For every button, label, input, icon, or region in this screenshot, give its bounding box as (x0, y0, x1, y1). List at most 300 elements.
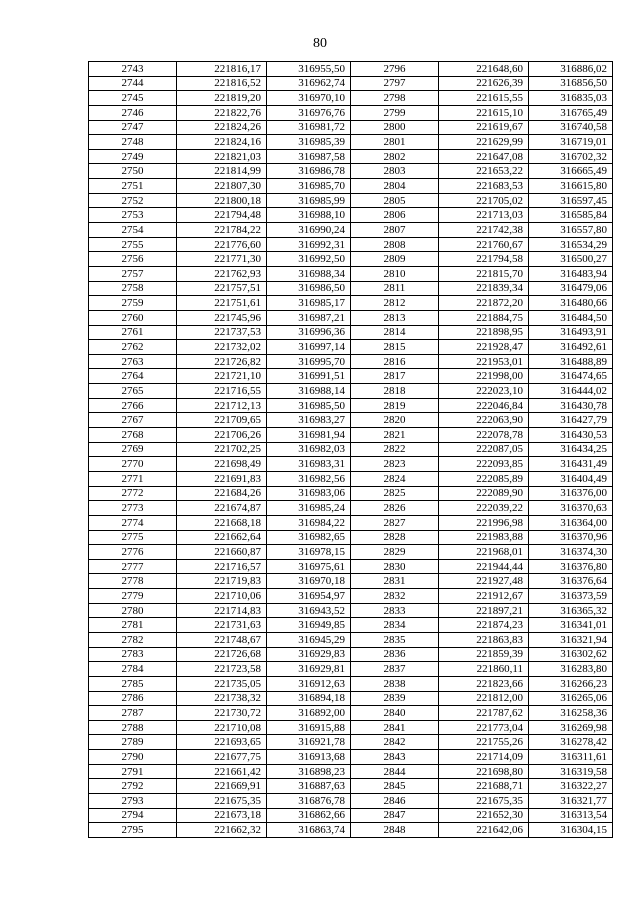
point-number-left-cell: 2752 (89, 193, 177, 208)
y-coordinate-right-cell: 316444,02 (529, 384, 613, 399)
table-row (89, 471, 613, 486)
x-coordinate-right-cell: 221642,06 (439, 823, 529, 838)
point-number-right-cell: 2829 (351, 545, 439, 560)
table-row (89, 676, 613, 691)
point-number-left-cell: 2791 (89, 764, 177, 779)
point-number-left-cell: 2757 (89, 266, 177, 281)
table-row (89, 632, 613, 647)
x-coordinate-left-cell: 221710,06 (177, 589, 267, 604)
point-number-left-cell: 2784 (89, 662, 177, 677)
x-coordinate-right-cell: 222078,78 (439, 428, 529, 443)
table-row (89, 559, 613, 574)
y-coordinate-right-cell: 316886,02 (529, 62, 613, 77)
table-row (89, 457, 613, 472)
point-number-right-cell: 2798 (351, 91, 439, 106)
x-coordinate-right-cell: 222039,22 (439, 501, 529, 516)
point-number-left-cell: 2777 (89, 559, 177, 574)
point-number-right-cell: 2820 (351, 413, 439, 428)
point-number-right-cell: 2822 (351, 442, 439, 457)
x-coordinate-left-cell: 221784,22 (177, 223, 267, 238)
y-coordinate-left-cell: 316985,24 (267, 501, 351, 516)
y-coordinate-left-cell: 316929,81 (267, 662, 351, 677)
table-row (89, 223, 613, 238)
x-coordinate-left-cell: 221716,55 (177, 384, 267, 399)
point-number-left-cell: 2751 (89, 179, 177, 194)
x-coordinate-right-cell: 221652,30 (439, 808, 529, 823)
point-number-left-cell: 2771 (89, 471, 177, 486)
y-coordinate-left-cell: 316921,78 (267, 735, 351, 750)
x-coordinate-left-cell: 221709,65 (177, 413, 267, 428)
point-number-right-cell: 2801 (351, 135, 439, 150)
point-number-right-cell: 2847 (351, 808, 439, 823)
y-coordinate-left-cell: 316915,88 (267, 720, 351, 735)
point-number-left-cell: 2773 (89, 501, 177, 516)
y-coordinate-left-cell: 316988,14 (267, 384, 351, 399)
y-coordinate-right-cell: 316313,54 (529, 808, 613, 823)
point-number-left-cell: 2746 (89, 105, 177, 120)
x-coordinate-left-cell: 221677,75 (177, 750, 267, 765)
x-coordinate-left-cell: 221714,83 (177, 603, 267, 618)
x-coordinate-left-cell: 221735,05 (177, 676, 267, 691)
x-coordinate-left-cell: 221719,83 (177, 574, 267, 589)
table-row (89, 135, 613, 150)
y-coordinate-right-cell: 316370,63 (529, 501, 613, 516)
point-number-right-cell: 2803 (351, 164, 439, 179)
point-number-left-cell: 2770 (89, 457, 177, 472)
y-coordinate-right-cell: 316597,45 (529, 193, 613, 208)
x-coordinate-right-cell: 221742,38 (439, 223, 529, 238)
y-coordinate-right-cell: 316856,50 (529, 76, 613, 91)
point-number-left-cell: 2789 (89, 735, 177, 750)
x-coordinate-right-cell: 222063,90 (439, 413, 529, 428)
y-coordinate-right-cell: 316492,61 (529, 340, 613, 355)
point-number-right-cell: 2841 (351, 720, 439, 735)
table-row (89, 794, 613, 809)
x-coordinate-right-cell: 221615,10 (439, 105, 529, 120)
table-row (89, 237, 613, 252)
point-number-right-cell: 2832 (351, 589, 439, 604)
y-coordinate-left-cell: 316996,36 (267, 325, 351, 340)
point-number-right-cell: 2843 (351, 750, 439, 765)
table-row (89, 164, 613, 179)
x-coordinate-right-cell: 221823,66 (439, 676, 529, 691)
x-coordinate-right-cell: 222093,85 (439, 457, 529, 472)
point-number-right-cell: 2800 (351, 120, 439, 135)
point-number-right-cell: 2834 (351, 618, 439, 633)
point-number-left-cell: 2779 (89, 589, 177, 604)
x-coordinate-left-cell: 221693,65 (177, 735, 267, 750)
y-coordinate-left-cell: 316863,74 (267, 823, 351, 838)
x-coordinate-left-cell: 221800,18 (177, 193, 267, 208)
y-coordinate-left-cell: 316987,21 (267, 310, 351, 325)
x-coordinate-left-cell: 221737,53 (177, 325, 267, 340)
point-number-left-cell: 2761 (89, 325, 177, 340)
y-coordinate-left-cell: 316985,99 (267, 193, 351, 208)
y-coordinate-left-cell: 316982,65 (267, 530, 351, 545)
point-number-left-cell: 2787 (89, 706, 177, 721)
point-number-right-cell: 2844 (351, 764, 439, 779)
point-number-left-cell: 2781 (89, 618, 177, 633)
point-number-left-cell: 2790 (89, 750, 177, 765)
table-row (89, 413, 613, 428)
point-number-left-cell: 2745 (89, 91, 177, 106)
y-coordinate-right-cell: 316404,49 (529, 471, 613, 486)
y-coordinate-left-cell: 316985,70 (267, 179, 351, 194)
point-number-left-cell: 2785 (89, 676, 177, 691)
x-coordinate-right-cell: 222089,90 (439, 486, 529, 501)
point-number-left-cell: 2788 (89, 720, 177, 735)
y-coordinate-right-cell: 316376,64 (529, 574, 613, 589)
x-coordinate-right-cell: 221944,44 (439, 559, 529, 574)
x-coordinate-left-cell: 221675,35 (177, 794, 267, 809)
table-row (89, 296, 613, 311)
table-row (89, 501, 613, 516)
table-row (89, 120, 613, 135)
point-number-left-cell: 2767 (89, 413, 177, 428)
point-number-left-cell: 2762 (89, 340, 177, 355)
x-coordinate-right-cell: 221998,00 (439, 369, 529, 384)
x-coordinate-right-cell: 221647,08 (439, 149, 529, 164)
point-number-left-cell: 2748 (89, 135, 177, 150)
y-coordinate-right-cell: 316265,06 (529, 691, 613, 706)
x-coordinate-left-cell: 221669,91 (177, 779, 267, 794)
y-coordinate-left-cell: 316983,06 (267, 486, 351, 501)
x-coordinate-left-cell: 221712,13 (177, 398, 267, 413)
y-coordinate-left-cell: 316912,63 (267, 676, 351, 691)
y-coordinate-right-cell: 316258,36 (529, 706, 613, 721)
point-number-left-cell: 2747 (89, 120, 177, 135)
x-coordinate-right-cell: 221755,26 (439, 735, 529, 750)
table-row (89, 149, 613, 164)
x-coordinate-right-cell: 221872,20 (439, 296, 529, 311)
x-coordinate-left-cell: 221816,17 (177, 62, 267, 77)
point-number-left-cell: 2765 (89, 384, 177, 399)
point-number-right-cell: 2846 (351, 794, 439, 809)
y-coordinate-left-cell: 316991,51 (267, 369, 351, 384)
point-number-left-cell: 2766 (89, 398, 177, 413)
y-coordinate-left-cell: 316975,61 (267, 559, 351, 574)
table-row (89, 764, 613, 779)
point-number-right-cell: 2845 (351, 779, 439, 794)
x-coordinate-right-cell: 221615,55 (439, 91, 529, 106)
x-coordinate-left-cell: 221710,08 (177, 720, 267, 735)
table-row (89, 779, 613, 794)
point-number-right-cell: 2796 (351, 62, 439, 77)
table-row (89, 530, 613, 545)
point-number-left-cell: 2768 (89, 428, 177, 443)
point-number-left-cell: 2775 (89, 530, 177, 545)
table-row (89, 442, 613, 457)
table-row (89, 735, 613, 750)
x-coordinate-right-cell: 221884,75 (439, 310, 529, 325)
table-row (89, 823, 613, 838)
y-coordinate-right-cell: 316615,80 (529, 179, 613, 194)
x-coordinate-left-cell: 221762,93 (177, 266, 267, 281)
x-coordinate-right-cell: 222085,89 (439, 471, 529, 486)
point-number-left-cell: 2772 (89, 486, 177, 501)
table-row (89, 647, 613, 662)
x-coordinate-left-cell: 221771,30 (177, 252, 267, 267)
x-coordinate-right-cell: 221714,09 (439, 750, 529, 765)
y-coordinate-left-cell: 316988,10 (267, 208, 351, 223)
point-number-left-cell: 2778 (89, 574, 177, 589)
x-coordinate-left-cell: 221706,26 (177, 428, 267, 443)
table-row (89, 486, 613, 501)
table-row (89, 193, 613, 208)
x-coordinate-left-cell: 221662,64 (177, 530, 267, 545)
point-number-left-cell: 2743 (89, 62, 177, 77)
y-coordinate-right-cell: 316321,94 (529, 632, 613, 647)
x-coordinate-left-cell: 221726,68 (177, 647, 267, 662)
y-coordinate-left-cell: 316986,50 (267, 281, 351, 296)
point-number-right-cell: 2809 (351, 252, 439, 267)
y-coordinate-left-cell: 316929,83 (267, 647, 351, 662)
y-coordinate-left-cell: 316992,31 (267, 237, 351, 252)
point-number-left-cell: 2783 (89, 647, 177, 662)
point-number-left-cell: 2754 (89, 223, 177, 238)
y-coordinate-right-cell: 316479,06 (529, 281, 613, 296)
y-coordinate-left-cell: 316982,56 (267, 471, 351, 486)
y-coordinate-left-cell: 316985,39 (267, 135, 351, 150)
x-coordinate-right-cell: 221626,39 (439, 76, 529, 91)
point-number-left-cell: 2776 (89, 545, 177, 560)
y-coordinate-left-cell: 316955,50 (267, 62, 351, 77)
x-coordinate-right-cell: 221705,02 (439, 193, 529, 208)
x-coordinate-left-cell: 221794,48 (177, 208, 267, 223)
y-coordinate-right-cell: 316311,61 (529, 750, 613, 765)
point-number-right-cell: 2821 (351, 428, 439, 443)
point-number-right-cell: 2806 (351, 208, 439, 223)
x-coordinate-right-cell: 221912,67 (439, 589, 529, 604)
x-coordinate-left-cell: 221661,42 (177, 764, 267, 779)
point-number-left-cell: 2758 (89, 281, 177, 296)
table-row (89, 428, 613, 443)
y-coordinate-right-cell: 316341,01 (529, 618, 613, 633)
point-number-right-cell: 2808 (351, 237, 439, 252)
x-coordinate-left-cell: 221732,02 (177, 340, 267, 355)
x-coordinate-right-cell: 221898,95 (439, 325, 529, 340)
point-number-left-cell: 2760 (89, 310, 177, 325)
y-coordinate-right-cell: 316557,80 (529, 223, 613, 238)
y-coordinate-right-cell: 316585,84 (529, 208, 613, 223)
x-coordinate-left-cell: 221776,60 (177, 237, 267, 252)
table-row (89, 76, 613, 91)
point-number-right-cell: 2823 (351, 457, 439, 472)
x-coordinate-right-cell: 221773,04 (439, 720, 529, 735)
y-coordinate-left-cell: 316983,31 (267, 457, 351, 472)
y-coordinate-left-cell: 316976,76 (267, 105, 351, 120)
y-coordinate-right-cell: 316269,98 (529, 720, 613, 735)
x-coordinate-left-cell: 221698,49 (177, 457, 267, 472)
x-coordinate-right-cell: 222087,05 (439, 442, 529, 457)
table-row (89, 266, 613, 281)
y-coordinate-left-cell: 316981,72 (267, 120, 351, 135)
coordinates-table (88, 61, 613, 838)
point-number-right-cell: 2799 (351, 105, 439, 120)
point-number-right-cell: 2827 (351, 515, 439, 530)
point-number-right-cell: 2818 (351, 384, 439, 399)
y-coordinate-left-cell: 316898,23 (267, 764, 351, 779)
y-coordinate-right-cell: 316665,49 (529, 164, 613, 179)
table-row (89, 179, 613, 194)
x-coordinate-right-cell: 221927,48 (439, 574, 529, 589)
y-coordinate-right-cell: 316484,50 (529, 310, 613, 325)
point-number-left-cell: 2786 (89, 691, 177, 706)
x-coordinate-left-cell: 221674,87 (177, 501, 267, 516)
x-coordinate-left-cell: 221721,10 (177, 369, 267, 384)
y-coordinate-left-cell: 316970,18 (267, 574, 351, 589)
table-row (89, 750, 613, 765)
x-coordinate-right-cell: 221839,34 (439, 281, 529, 296)
y-coordinate-left-cell: 316992,50 (267, 252, 351, 267)
x-coordinate-right-cell: 221648,60 (439, 62, 529, 77)
x-coordinate-right-cell: 221760,67 (439, 237, 529, 252)
y-coordinate-right-cell: 316500,27 (529, 252, 613, 267)
point-number-right-cell: 2812 (351, 296, 439, 311)
point-number-right-cell: 2842 (351, 735, 439, 750)
table-row (89, 325, 613, 340)
x-coordinate-right-cell: 221953,01 (439, 354, 529, 369)
point-number-right-cell: 2836 (351, 647, 439, 662)
point-number-right-cell: 2828 (351, 530, 439, 545)
point-number-left-cell: 2780 (89, 603, 177, 618)
point-number-right-cell: 2819 (351, 398, 439, 413)
table-row (89, 603, 613, 618)
x-coordinate-left-cell: 221822,76 (177, 105, 267, 120)
y-coordinate-left-cell: 316876,78 (267, 794, 351, 809)
y-coordinate-left-cell: 316995,70 (267, 354, 351, 369)
point-number-left-cell: 2795 (89, 823, 177, 838)
x-coordinate-left-cell: 221748,67 (177, 632, 267, 647)
x-coordinate-right-cell: 221675,35 (439, 794, 529, 809)
point-number-right-cell: 2838 (351, 676, 439, 691)
x-coordinate-right-cell: 221860,11 (439, 662, 529, 677)
y-coordinate-right-cell: 316322,27 (529, 779, 613, 794)
point-number-left-cell: 2782 (89, 632, 177, 647)
point-number-left-cell: 2764 (89, 369, 177, 384)
y-coordinate-right-cell: 316474,65 (529, 369, 613, 384)
point-number-right-cell: 2815 (351, 340, 439, 355)
point-number-right-cell: 2802 (351, 149, 439, 164)
y-coordinate-right-cell: 316266,23 (529, 676, 613, 691)
y-coordinate-right-cell: 316376,80 (529, 559, 613, 574)
x-coordinate-left-cell: 221824,26 (177, 120, 267, 135)
x-coordinate-right-cell: 221996,98 (439, 515, 529, 530)
x-coordinate-right-cell: 221928,47 (439, 340, 529, 355)
table-row (89, 369, 613, 384)
x-coordinate-right-cell: 221688,71 (439, 779, 529, 794)
x-coordinate-left-cell: 221819,20 (177, 91, 267, 106)
table-row (89, 706, 613, 721)
x-coordinate-left-cell: 221730,72 (177, 706, 267, 721)
x-coordinate-left-cell: 221807,30 (177, 179, 267, 194)
table-row (89, 720, 613, 735)
table-row (89, 340, 613, 355)
table-row (89, 384, 613, 399)
point-number-left-cell: 2756 (89, 252, 177, 267)
x-coordinate-right-cell: 221653,22 (439, 164, 529, 179)
y-coordinate-right-cell: 316488,89 (529, 354, 613, 369)
x-coordinate-right-cell: 221812,00 (439, 691, 529, 706)
y-coordinate-right-cell: 316534,29 (529, 237, 613, 252)
table-row (89, 398, 613, 413)
y-coordinate-left-cell: 316949,85 (267, 618, 351, 633)
y-coordinate-right-cell: 316373,59 (529, 589, 613, 604)
point-number-right-cell: 2839 (351, 691, 439, 706)
x-coordinate-right-cell: 221874,23 (439, 618, 529, 633)
y-coordinate-right-cell: 316431,49 (529, 457, 613, 472)
point-number-right-cell: 2848 (351, 823, 439, 838)
y-coordinate-right-cell: 316370,96 (529, 530, 613, 545)
x-coordinate-right-cell: 222023,10 (439, 384, 529, 399)
point-number-left-cell: 2763 (89, 354, 177, 369)
y-coordinate-left-cell: 316984,22 (267, 515, 351, 530)
y-coordinate-right-cell: 316765,49 (529, 105, 613, 120)
point-number-left-cell: 2755 (89, 237, 177, 252)
y-coordinate-right-cell: 316480,66 (529, 296, 613, 311)
x-coordinate-left-cell: 221660,87 (177, 545, 267, 560)
point-number-right-cell: 2813 (351, 310, 439, 325)
table-row (89, 281, 613, 296)
table-row (89, 91, 613, 106)
x-coordinate-right-cell: 221794,58 (439, 252, 529, 267)
x-coordinate-left-cell: 221702,25 (177, 442, 267, 457)
y-coordinate-left-cell: 316970,10 (267, 91, 351, 106)
point-number-right-cell: 2833 (351, 603, 439, 618)
y-coordinate-right-cell: 316430,53 (529, 428, 613, 443)
point-number-left-cell: 2774 (89, 515, 177, 530)
x-coordinate-left-cell: 221738,32 (177, 691, 267, 706)
table-row (89, 589, 613, 604)
y-coordinate-left-cell: 316894,18 (267, 691, 351, 706)
x-coordinate-left-cell: 221691,83 (177, 471, 267, 486)
point-number-right-cell: 2817 (351, 369, 439, 384)
y-coordinate-left-cell: 316982,03 (267, 442, 351, 457)
x-coordinate-left-cell: 221757,51 (177, 281, 267, 296)
x-coordinate-left-cell: 221668,18 (177, 515, 267, 530)
y-coordinate-right-cell: 316430,78 (529, 398, 613, 413)
x-coordinate-right-cell: 221619,67 (439, 120, 529, 135)
table-row (89, 691, 613, 706)
point-number-left-cell: 2794 (89, 808, 177, 823)
x-coordinate-right-cell: 221713,03 (439, 208, 529, 223)
y-coordinate-left-cell: 316990,24 (267, 223, 351, 238)
x-coordinate-left-cell: 221816,52 (177, 76, 267, 91)
x-coordinate-right-cell: 221863,83 (439, 632, 529, 647)
x-coordinate-right-cell: 221698,80 (439, 764, 529, 779)
y-coordinate-left-cell: 316962,74 (267, 76, 351, 91)
y-coordinate-left-cell: 316943,52 (267, 603, 351, 618)
x-coordinate-left-cell: 221684,26 (177, 486, 267, 501)
point-number-right-cell: 2797 (351, 76, 439, 91)
y-coordinate-left-cell: 316981,94 (267, 428, 351, 443)
table-row (89, 62, 613, 77)
point-number-left-cell: 2750 (89, 164, 177, 179)
x-coordinate-right-cell: 221629,99 (439, 135, 529, 150)
y-coordinate-left-cell: 316988,34 (267, 266, 351, 281)
x-coordinate-left-cell: 221673,18 (177, 808, 267, 823)
y-coordinate-right-cell: 316493,91 (529, 325, 613, 340)
point-number-right-cell: 2830 (351, 559, 439, 574)
point-number-right-cell: 2831 (351, 574, 439, 589)
x-coordinate-right-cell: 221859,39 (439, 647, 529, 662)
y-coordinate-left-cell: 316954,97 (267, 589, 351, 604)
coordinates-table-body (89, 62, 613, 838)
y-coordinate-right-cell: 316434,25 (529, 442, 613, 457)
y-coordinate-right-cell: 316321,77 (529, 794, 613, 809)
x-coordinate-left-cell: 221731,63 (177, 618, 267, 633)
point-number-right-cell: 2825 (351, 486, 439, 501)
